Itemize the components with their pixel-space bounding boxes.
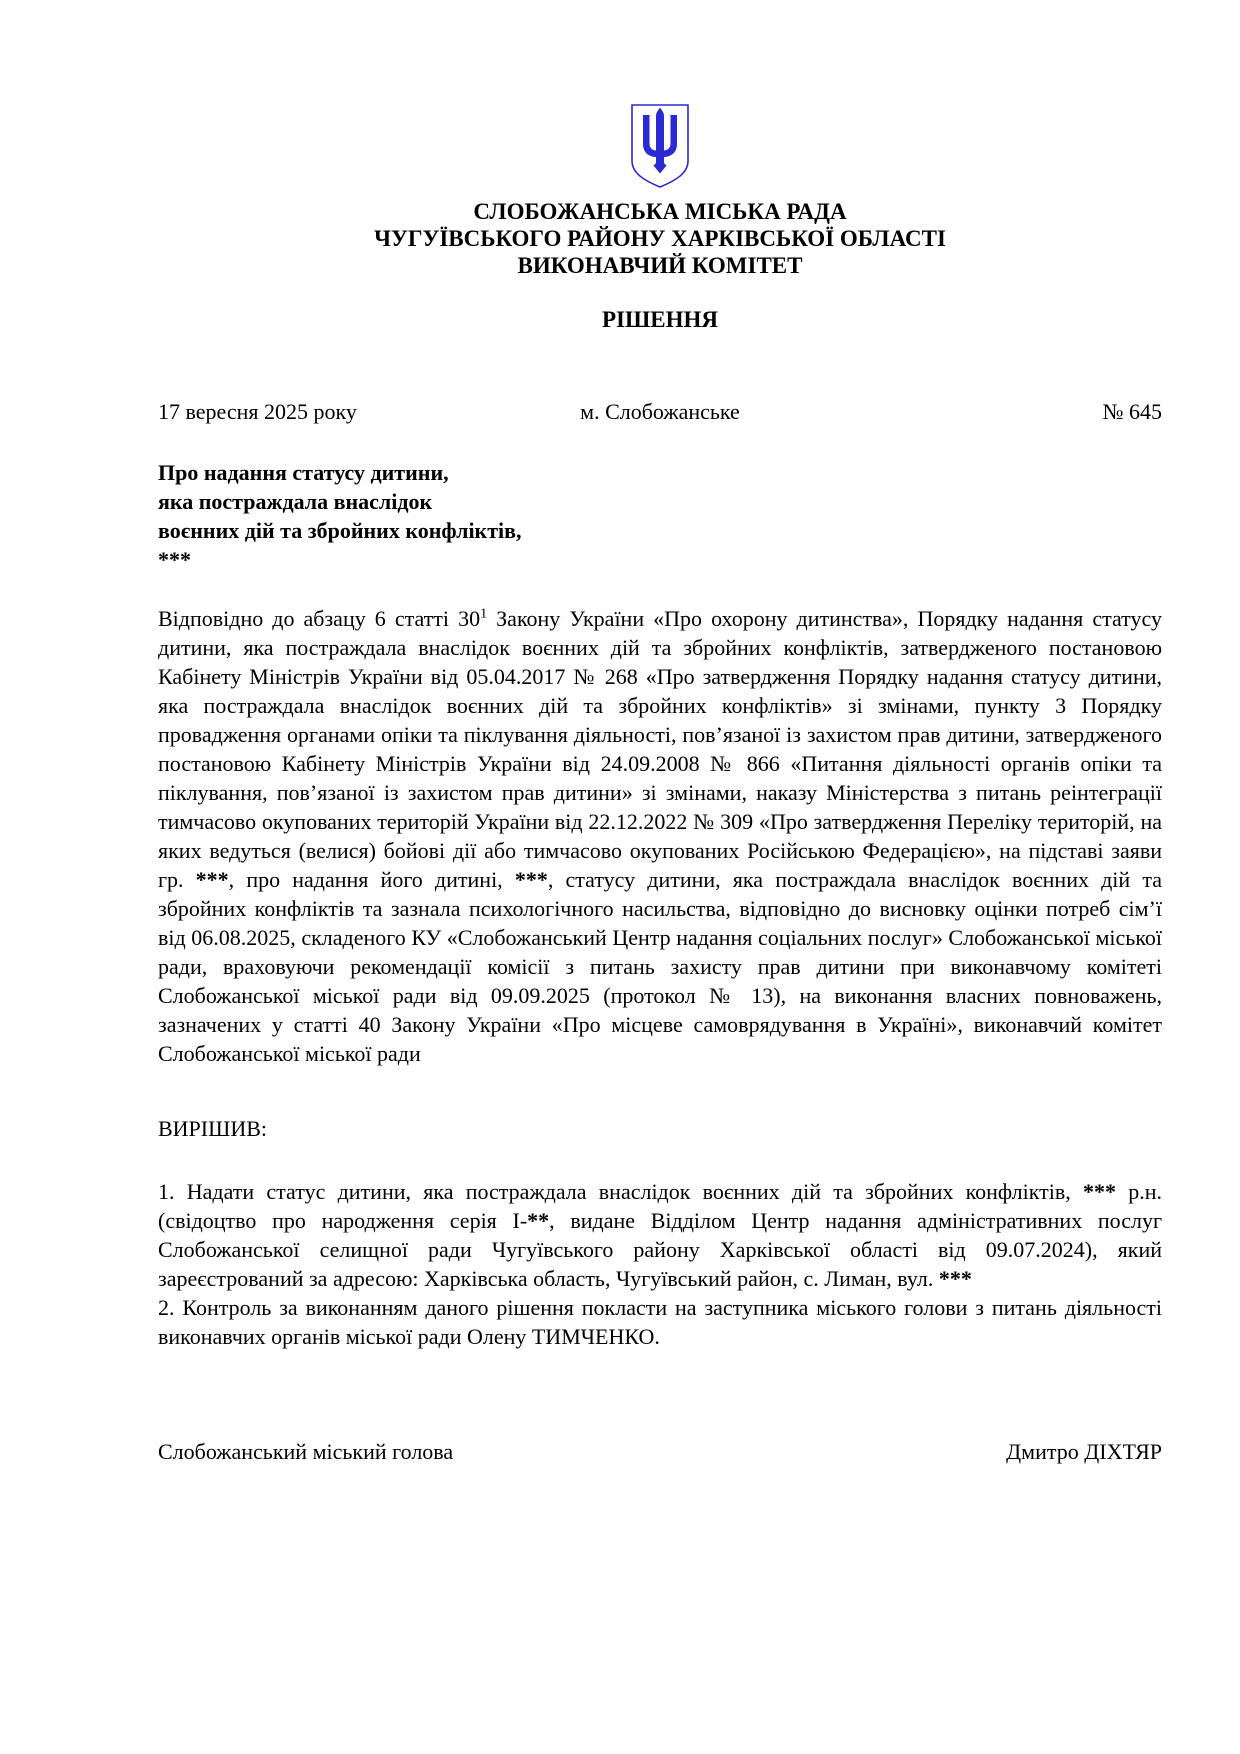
preamble-paragraph: Відповідно до абзацу 6 статті $30^1$ Закону України «Про охорону дитинства», Порядку надання статусу дитини, яка постраждала внаслідок воєнних дій та збройних конфліктів, затвердженого постановою Кабінету Міністрів України від 05.04.2017 № 268 «Про затвердження Порядку надання статусу дитини, яка постраждала внаслідок воєнних дій та збройних конфліктів» зі змінами, пункту 3 Порядку провадження органами опіки та піклування діяльності, пов’язаної із захистом прав дитини, затвердженого постановою Кабінету Міністрів України від 24.09.2008 № 866 «Питання діяльності органів опіки та піклування, пов’язаної із захистом прав дитини» зі змінами, наказу Міністерства з питань реінтеграції тимчасово окупованих територій України від 22.12.2022 № 309 «Про затвердження Переліку територій, на яких ведуться (велися) бойові дії або тимчасово окупованих Російською Федерацією», на підставі заяви гр. ***, про надання його дитині, ***, статусу дитини, яка постраждала внаслідок воєнних дій та збройних конфліктів та зазнала психологічного насильства, відповідно до висновку оцінки потреб сім’ї від 06.08.2025, складеного КУ «Слобожанський Центр надання соціальних послуг» Слобожанської міської ради, враховуючи рекомендації комісії з питань захисту прав дитини при виконавчому комітеті Слобожанської міської ради від 09.09.2025 (протокол № 13), на виконання власних повноважень, зазначених у статті 40 Закону України «Про місцеве самоврядування в Україні», виконавчий комітет Слобожанської міської ради: [158, 606, 1162, 1066]
org-name-line3: ВИКОНАВЧИЙ КОМІТЕТ: [517, 253, 803, 278]
document-number: № 645: [1102, 399, 1162, 424]
organization-header: [158, 198, 1162, 279]
signer-position: Слобожанський міський голова: [158, 1439, 454, 1464]
decision-items: [158, 1177, 1162, 1351]
document-meta-row: [158, 397, 1162, 426]
subject-line1: Про надання статусу дитини,: [158, 460, 449, 485]
subject-line4: ***: [158, 547, 191, 572]
resolved-label: ВИРІШИВ:: [158, 1116, 267, 1141]
document-type-title: РІШЕННЯ: [602, 307, 718, 332]
ukraine-trident-icon: [630, 103, 690, 189]
decision-item-2: 2. Контроль за виконанням даного рішення покласти на заступника міського голови з питань діяльності виконавчих органів міської ради Олену ТИМЧЕНКО.: [158, 1295, 1162, 1349]
document-place: м. Слобожанське: [580, 399, 740, 424]
emblem-container: [158, 0, 1162, 189]
subject-line2: яка постраждала внаслідок: [158, 489, 433, 514]
org-name-line2: ЧУГУЇВСЬКОГО РАЙОНУ ХАРКІВСЬКОЇ ОБЛАСТІ: [374, 226, 946, 251]
signer-name: Дмитро ДІХТЯР: [1006, 1439, 1162, 1464]
subject-line3: воєнних дій та збройних конфліктів,: [158, 518, 522, 543]
decision-item-1: 1. Надати статус дитини, яка постраждала внаслідок воєнних дій та збройних конфліктів, *** р.н. (свідоцтво про народження серія І-**, видане Відділом Центр надання адміністративних послуг Слобожанської селищної ради Чугуївського району Харківської області від 09.07.2024), який зареєстрований за адресою: Харківська область, Чугуївський район, с. Лиман, вул. ***: [158, 1179, 1162, 1291]
org-name-line1: СЛОБОЖАНСЬКА МІСЬКА РАДА: [473, 199, 847, 224]
document-subject: [158, 458, 718, 574]
document-date: 17 вересня 2025 року: [158, 399, 357, 424]
signature-row: [158, 1437, 1162, 1466]
